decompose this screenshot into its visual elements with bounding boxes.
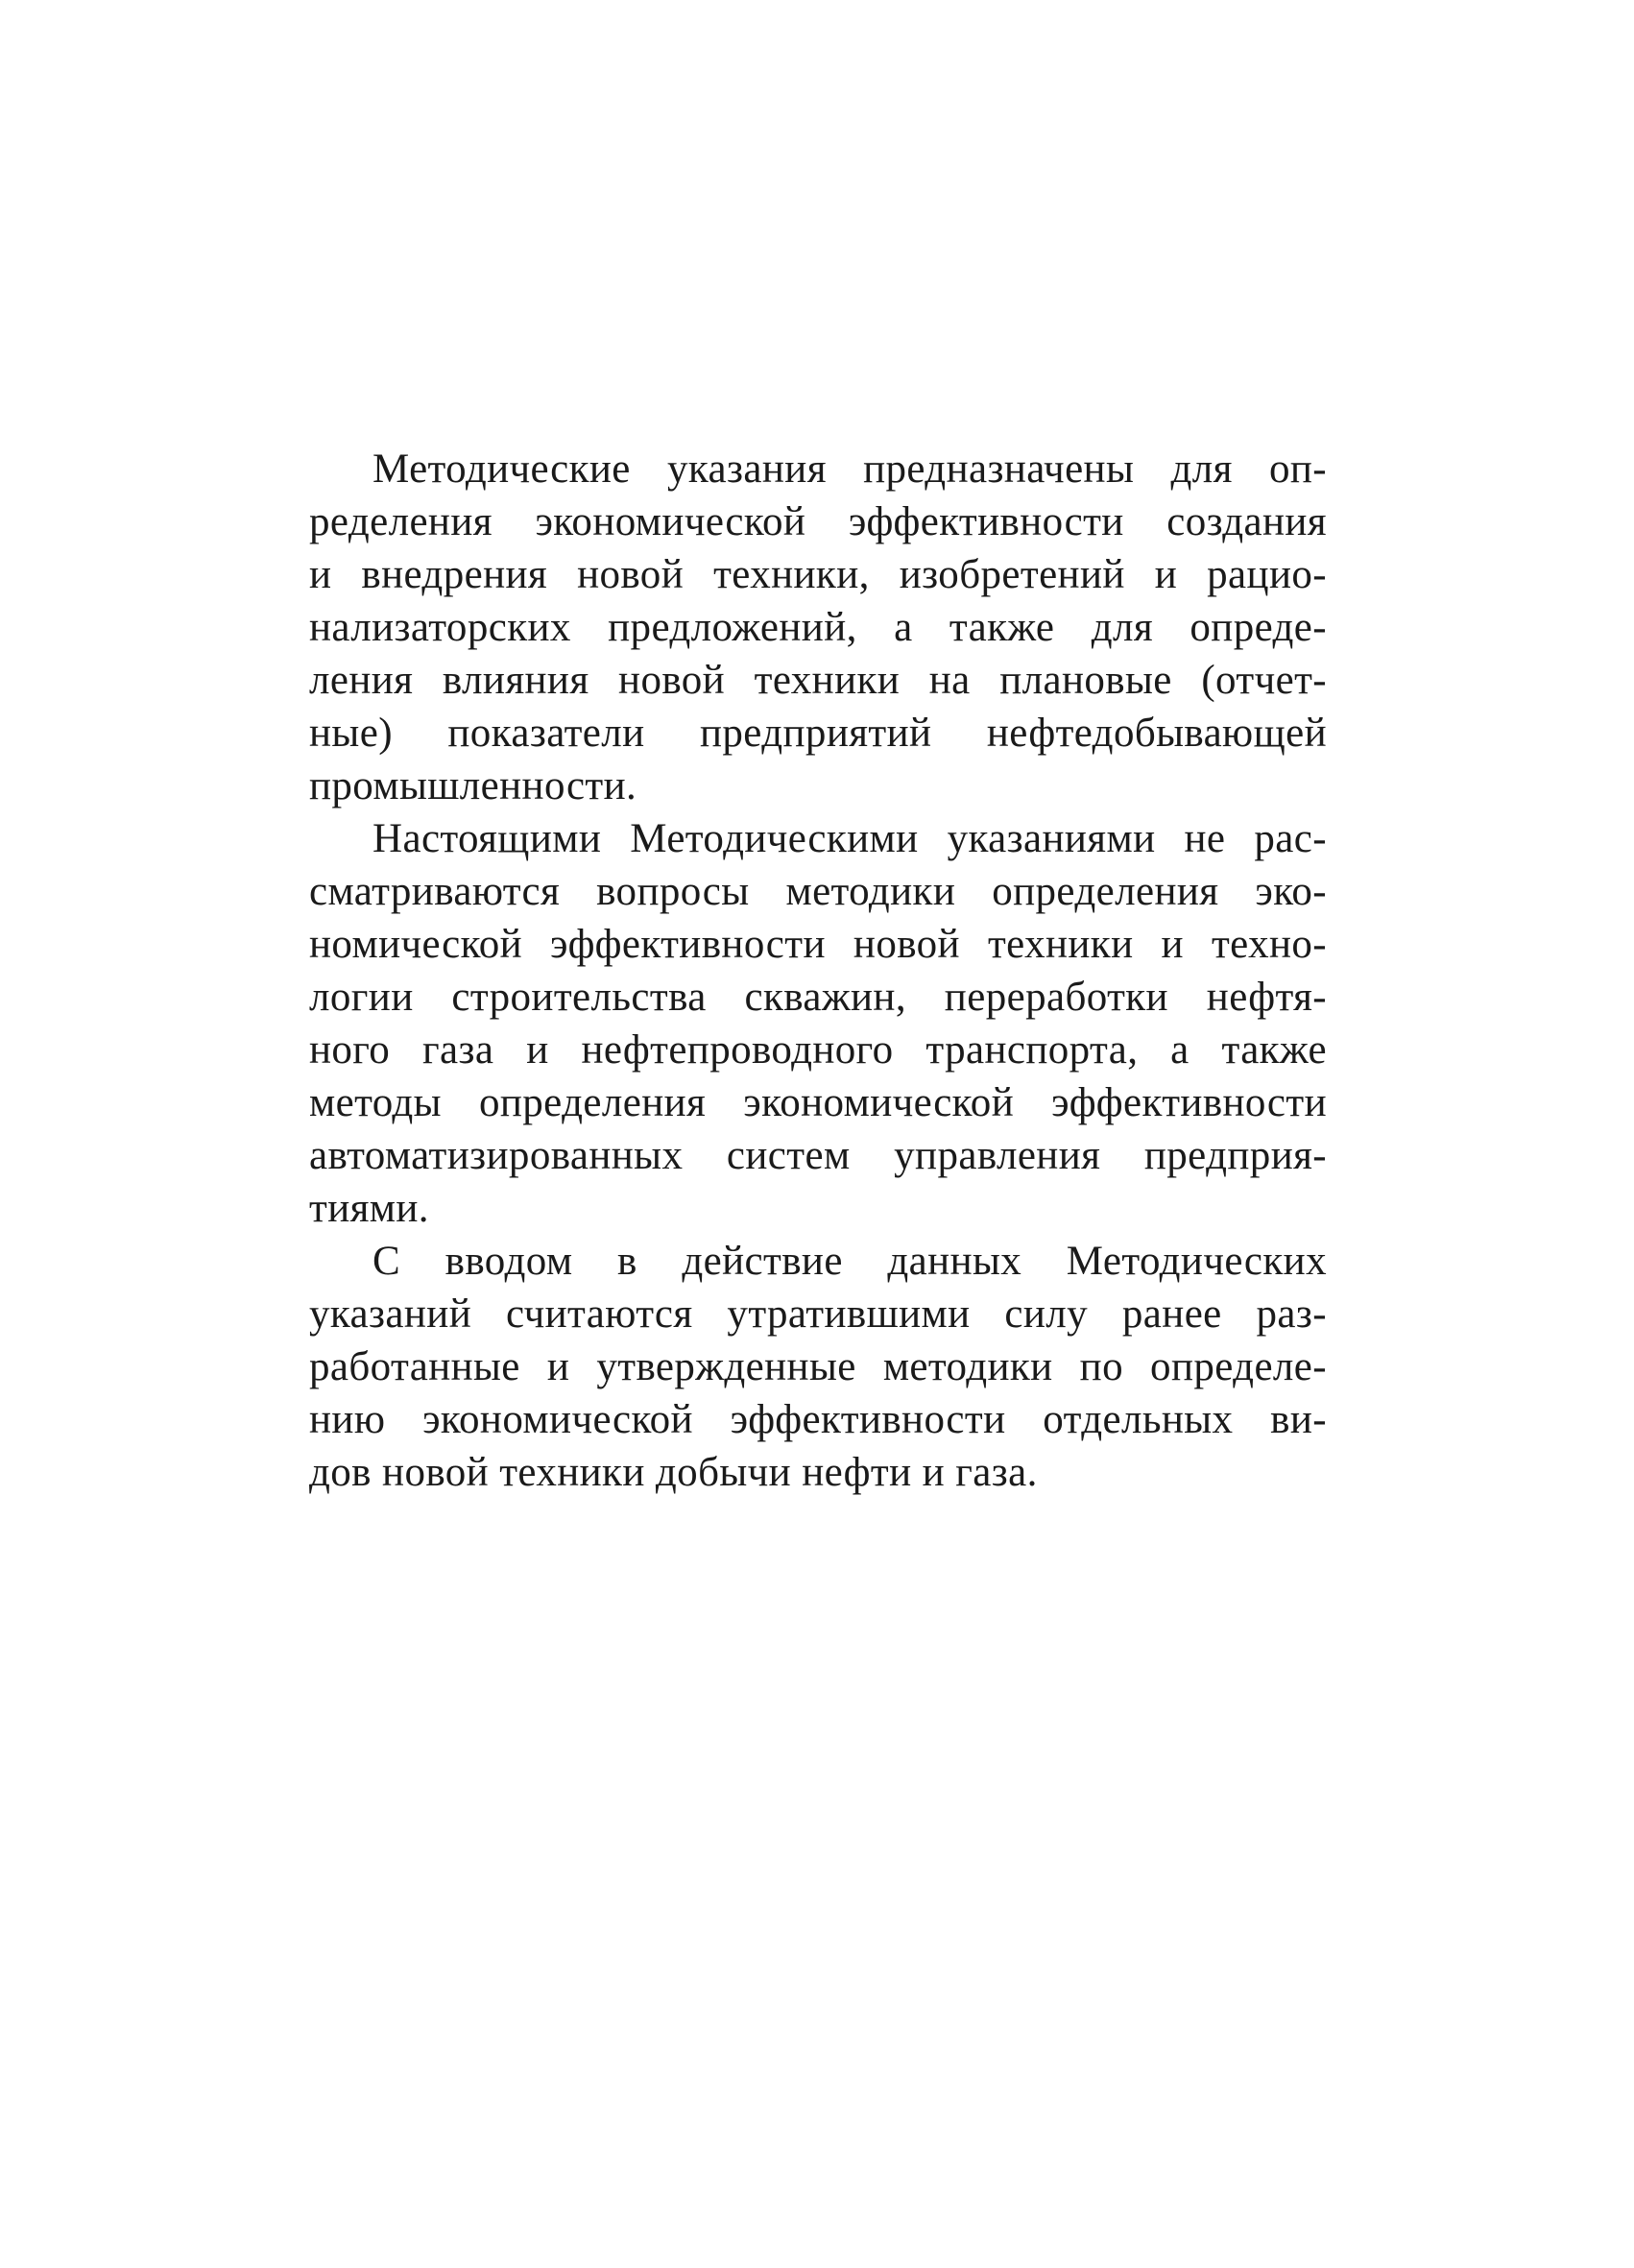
text-line: указаний считаются утратившими силу ранее раз- [309,1291,1327,1337]
text-line: Настоящими Методическими указаниями не рас- [372,816,1327,861]
text-line: нализаторских предложений, а также для опреде- [309,605,1327,650]
text-line: Методические указания предназначены для оп- [372,446,1327,492]
text-line: методы определения экономической эффективности [309,1080,1327,1125]
text-line: нию экономической эффективности отдельных ви- [309,1397,1327,1442]
text-line: и внедрения новой техники, изобретений и рацио- [309,552,1327,597]
text-line: работанные и утвержденные методики по определе- [309,1344,1327,1389]
body-text [309,443,1327,1499]
paragraph-scope [309,812,1327,1235]
text-line: автоматизированных систем управления предприя- [309,1133,1327,1178]
paragraph-supersession [309,1235,1327,1499]
text-line: ные) показатели предприятий нефтедобывающей [309,711,1327,756]
text-line: логии строительства скважин, переработки нефтя- [309,975,1327,1020]
text-line: тиями. [309,1186,429,1231]
paragraph-purpose [309,443,1327,812]
text-line: номической эффективности новой техники и техно- [309,922,1327,967]
text-line: промышленности. [309,763,637,808]
text-line: сматриваются вопросы методики определения эко- [309,869,1327,914]
text-line: ления влияния новой техники на плановые (отчет- [309,658,1327,703]
text-line: ного газа и нефтепроводного транспорта, а также [309,1027,1327,1073]
text-line: С вводом в действие данных Методических [372,1239,1327,1284]
text-line: ределения экономической эффективности создания [309,499,1327,544]
text-line: дов новой техники добычи нефти и газа. [309,1450,1038,1495]
